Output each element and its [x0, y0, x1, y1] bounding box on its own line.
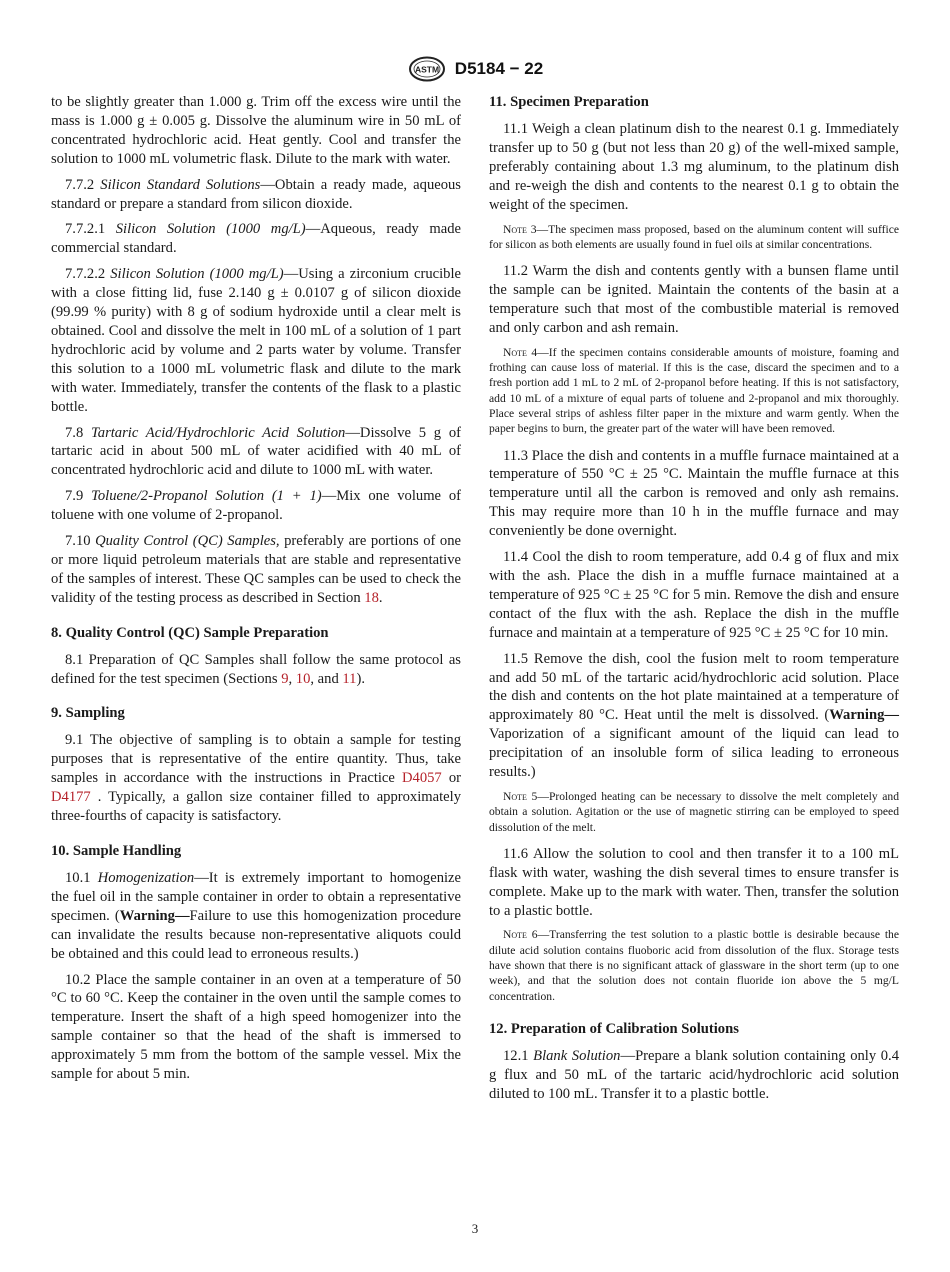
svg-text:ASTM: ASTM	[414, 64, 439, 75]
paragraph-10-2: 10.2 Place the sample container in an oven at a temperature of 50 °C to 60 °C. Keep the container in the oven until the sample comes to temperature. Insert the shaft of a high speed homogenizer into the sample container so that the head of the shaft is immersed to approximately 5 mm from the bottom of the sample vessel. Mix the sample for about 5 min.	[51, 971, 461, 1083]
paragraph-12-1: 12.1 Blank Solution—Prepare a blank solution containing only 0.4 g flux and 50 mL of the tartaric acid/hydrochloric acid solution diluted to 100 mL. Transfer it to a plastic bottle.	[489, 1047, 900, 1102]
section-heading-9: 9. Sampling	[51, 705, 125, 722]
paragraph-10-1: 10.1 Homogenization—It is extremely important to homogenize the fuel oil in the sample container in order to obtain a representative specimen. (Warning—Failure to use this homogenization procedure can invalidate the results because non-representative aliquots could be obtained and this could lead to erroneous results.)	[51, 870, 462, 962]
paragraph-8-1: 8.1 Preparation of QC Samples shall follow the same protocol as defined for the test specimen (Sections 9, 10, and 11).	[51, 651, 461, 687]
paragraph-7-7-2-1: 7.7.2.1 Silicon Solution (1000 mg/L)—Aqueous, ready made commercial standard.	[51, 221, 462, 257]
paragraph-11-5: 11.5 Remove the dish, cool the fusion melt to room temperature and add 50 mL of the tartaric acid/hydrochloric acid solution. Place the dish and contents on the hot plate maintained at a temperature of approximately 80 °C. Heat until the melt is dissolved. (Warning—Vaporization of a significant amount of the liquid can lead to precipitation of an insoluble form of silica leading to erroneous results.)	[489, 650, 899, 781]
paragraph-11-4: 11.4 Cool the dish to room temperature, add 0.4 g of flux and mix with the ash. Place the dish in a muffle furnace maintained at a temperature of 925 °C ± 25 °C for 5 min. Remove the dish and ensure contact of the flux with the ash. Replace the dish in the muffle furnace and maintain at a temperature of 925 °C ± 25 °C for 10 min.	[489, 549, 899, 641]
section-heading-8: 8. Quality Control (QC) Sample Preparation	[51, 624, 329, 641]
note-3: Note 3—The specimen mass proposed, based on the aluminum content will suffice for silicon as both elements are usually found in fuel oils at similar concentrations.	[489, 222, 900, 251]
paragraph-7-9: 7.9 Toluene/2-Propanol Solution (1 + 1)—Mix one volume of toluene with one volume of 2-propanol.	[51, 488, 461, 524]
paragraph-11-3: 11.3 Place the dish and contents in a muffle furnace maintained at a temperature of 550 °C ± 25 °C. Maintain the muffle furnace at this temperature until all the carbon is removed and only ash remains. This may require more than 10 h in the muffle furnace and may conveniently be done overnight.	[489, 447, 899, 540]
right-column	[489, 93, 899, 1111]
section-9-link[interactable]: 9	[281, 670, 289, 687]
document-id: D5184 − 22	[454, 59, 544, 78]
paragraph-9-1: 9.1 The objective of sampling is to obtain a sample for testing purposes that is representative of the entire quantity. Thus, take samples in accordance with the instructions in Practice D4057 or D4177 . Typically, a gallon size container filled to approximately three-fourths of capacity is satisfactory.	[51, 732, 461, 825]
paragraph-7-7-2: 7.7.2 Silicon Standard Solutions—Obtain a ready made, aqueous standard or prepare a standard from silicon dioxide.	[51, 176, 461, 212]
section-11-link[interactable]: 11	[342, 670, 357, 687]
paragraph-7-8: 7.8 Tartaric Acid/Hydrochloric Acid Solution—Dissolve 5 g of tartaric acid in about 500 mL of water acidified with 40 mL of concentrated hydrochloric acid and dilute to 1000 mL with water.	[51, 424, 462, 479]
left-column	[51, 93, 461, 1091]
section-18-link[interactable]: 18	[364, 589, 379, 606]
d4057-link[interactable]: D4057	[402, 770, 442, 787]
paragraph-11-1: 11.1 Weigh a clean platinum dish to the nearest 0.1 g. Immediately transfer up to 50 g (but not less than 20 g) of the well-mixed sample, preferably containing about 1.3 mg aluminum, to the platinum dish and re-weigh the dish and contents to the nearest 0.1 g to obtain the weight of the specimen.	[489, 121, 899, 213]
note-6: Note 6—Transferring the test solution to a plastic bottle is desirable because the dilute acid solution contains fluoboric acid from dissolution of the flux. Storage tests have shown that there is no significant attack of glassware in the short term (up to one week), and that the solution does not contain fluoride ion above the 5 mg/L concentration.	[489, 928, 899, 1003]
page-number: 3	[471, 1221, 479, 1236]
section-heading-10: 10. Sample Handling	[51, 843, 182, 859]
d4177-link[interactable]: D4177	[51, 789, 91, 806]
note-4: Note 4—If the specimen contains considerable amounts of moisture, foaming and frothing can cause loss of material. If this is the case, discard the specimen and to a fresh portion add 1 mL to 2 mL of 2-propanol before heating. If this is not satisfactory, add 10 mL of a mixture of equal parts of toluene and 2-propanol and mix thoroughly. Place several strips of ashless filter paper in the mixture and warm gently. When the paper begins to burn, the greater part of the water will have been removed.	[489, 345, 899, 436]
section-10-link[interactable]: 10	[295, 670, 311, 687]
paragraph-11-6: 11.6 Allow the solution to cool and then transfer it to a 100 mL flask with water, washing the dish several times to ensure transfer is complete. Make up to the mark with water. Then, transfer the solution to a plastic bottle.	[489, 845, 899, 919]
note-5: Note 5—Prolonged heating can be necessary to dissolve the melt completely and obtain a solution. Agitation or the use of magnetic stirring can be employed to speed dissolution of the melt.	[489, 789, 899, 834]
astm-logo-icon	[407, 56, 447, 82]
paragraph-11-2: 11.2 Warm the dish and contents gently with a bunsen flame until the sample can be ignited. Maintain the contents of the basin at a temperature such that most of the combustible material is removed and only carbon and ash remain.	[489, 263, 899, 336]
section-heading-12: 12. Preparation of Calibration Solutions	[489, 1020, 739, 1037]
section-heading-11: 11. Specimen Preparation	[489, 94, 649, 110]
page-header	[0, 56, 950, 82]
paragraph-7-10: 7.10 Quality Control (QC) Samples, preferably are portions of one or more liquid petroleum materials that are stable and representative of the samples of interest. These QC samples can be used to check the validity of the testing process as described in Section 18.	[51, 533, 462, 606]
paragraph-7-7-2-2: 7.7.2.2 Silicon Solution (1000 mg/L)—Using a zirconium crucible with a close fitting lid, fuse 2.140 g ± 0.0107 g of silicon dioxide (99.99 % purity) with 8 g of sodium hydroxide until a clear melt is obtained. Cool and dissolve the melt in 100 mL of a solution of 1 part hydrochloric acid by volume and 2 parts water by volume. Transfer this solution to a 1000 mL volumetric flask and dilute to the mark with water. Immediately, transfer the contents of the flask to a plastic bottle.	[51, 266, 462, 415]
paragraph-7-7-1-cont: to be slightly greater than 1.000 g. Trim off the excess wire until the mass is 1.000 g ± 0.005 g. Dissolve the aluminum wire in 50 mL of concentrated hydrochloric acid. Heat gently. Cool and transfer the solution to 1000 mL volumetric flask. Dilute to the mark with water.	[51, 94, 461, 167]
